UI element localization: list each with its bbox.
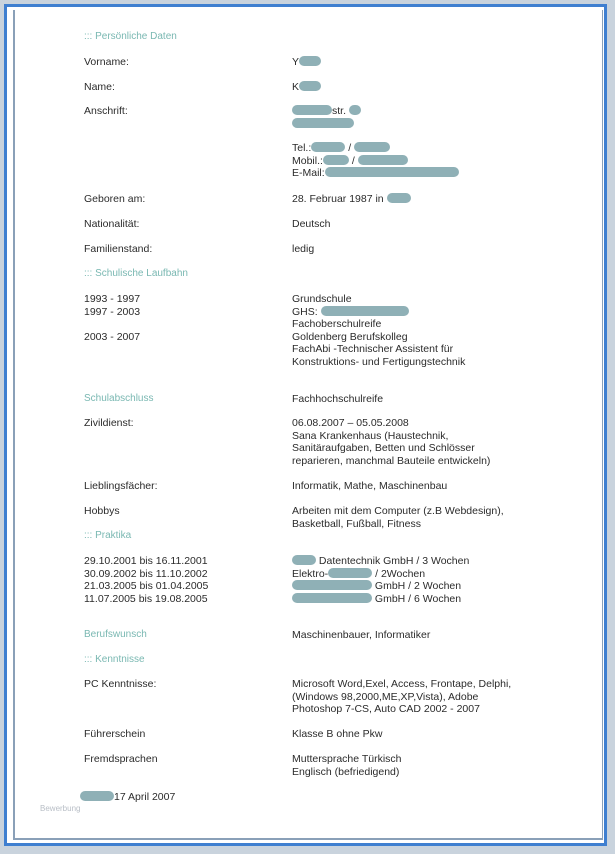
pc-line: (Windows 98,2000,ME,XP,Vista), Adobe	[292, 690, 479, 703]
section-abschluss: Schulabschluss	[84, 393, 154, 404]
sprachen-line: Muttersprache Türkisch	[292, 753, 402, 765]
zivildienst-dates: 06.08.2007 – 05.05.2008	[292, 417, 409, 429]
berufswunsch-value: Maschinenbauer, Informatiker	[292, 629, 431, 641]
redaction	[292, 118, 354, 128]
hobbys-label: Hobbys	[84, 505, 120, 517]
geboren-label: Geboren am:	[84, 193, 146, 205]
redaction	[328, 568, 372, 578]
redaction	[323, 155, 349, 165]
redaction	[321, 306, 409, 316]
hobbys-value	[292, 505, 504, 530]
nationalitaet-label: Nationalität:	[84, 218, 140, 230]
name-initial: K	[292, 81, 300, 93]
sprachen-value	[292, 753, 402, 778]
contact-block	[292, 142, 459, 180]
redaction	[349, 105, 361, 115]
zivildienst-value	[292, 417, 490, 467]
name-label: Name:	[84, 81, 115, 93]
tel-prefix: Tel.:	[292, 142, 312, 154]
familienstand-label: Familienstand:	[84, 243, 153, 255]
redaction	[292, 580, 372, 590]
redaction	[311, 142, 345, 152]
pc-line: Photoshop 7-CS, Auto CAD 2002 - 2007	[292, 703, 480, 715]
pc-label: PC Kenntnisse:	[84, 678, 157, 690]
nationalitaet-value: Deutsch	[292, 218, 331, 230]
school-years	[84, 293, 140, 343]
praktikum-date: 11.07.2005 bis 19.08.2005	[84, 592, 208, 605]
pc-value	[292, 678, 511, 716]
redaction	[292, 593, 372, 603]
section-kenntnisse: ::: Kenntnisse	[84, 654, 145, 665]
familienstand-value: ledig	[292, 243, 315, 255]
school-entry: Grundschule	[292, 293, 352, 305]
redaction	[354, 142, 390, 152]
praktikum-company: GmbH / 6 Wochen	[374, 592, 462, 605]
redaction	[292, 105, 332, 115]
vorname-initial: Y	[292, 56, 300, 68]
abschluss-value: Fachhochschulreife	[292, 393, 384, 405]
school-entry: Fachoberschulreife	[292, 318, 382, 330]
praktikum-company: Elektro-	[292, 567, 329, 580]
praktikum-date: 21.03.2005 bis 01.04.2005	[84, 580, 209, 592]
school-entry: Goldenberg Berufskolleg	[292, 330, 408, 343]
praktikum-company: GmbH / 2 Wochen	[374, 580, 462, 592]
name-value	[292, 81, 321, 94]
school-entry: FachAbi -Technischer Assistent für	[292, 343, 454, 355]
geboren-value	[292, 193, 411, 206]
school-entry: GHS:	[292, 305, 318, 318]
school-year: 2003 - 2007	[84, 330, 141, 343]
school-entry: Konstruktions- und Fertigungstechnik	[292, 355, 466, 368]
praktika-dates	[84, 555, 208, 605]
hobbys-line: Arbeiten mit dem Computer (z.B Webdesign),	[292, 505, 504, 517]
zivildienst-line: Sanitäraufgaben, Betten und Schlösser	[292, 442, 475, 454]
redaction	[292, 555, 316, 565]
anschrift-label: Anschrift:	[84, 105, 128, 117]
praktikum-date: 29.10.2001 bis 16.11.2001	[84, 555, 208, 567]
vorname-label: Vorname:	[84, 56, 129, 68]
sprachen-label: Fremdsprachen	[84, 753, 158, 765]
date-line	[80, 791, 175, 803]
zivildienst-line: Sana Krankenhaus (Haustechnik,	[292, 429, 449, 442]
section-school: ::: Schulische Laufbahn	[84, 268, 188, 279]
lieblingsfaecher-label: Lieblingsfächer:	[84, 480, 158, 492]
redaction	[325, 167, 459, 177]
sprachen-line: Englisch (befriedigend)	[292, 765, 400, 778]
street-suffix: str.	[332, 105, 347, 117]
hobbys-line: Basketball, Fußball, Fitness	[292, 517, 421, 530]
redaction	[299, 56, 321, 66]
praktikum-company: Datentechnik GmbH / 3 Wochen	[318, 555, 470, 567]
redaction	[299, 81, 321, 91]
mobil-slash: /	[351, 154, 355, 167]
pc-line: Microsoft Word,Exel, Access, Frontape, Delphi,	[292, 678, 512, 690]
redaction	[387, 193, 411, 203]
section-praktika: ::: Praktika	[84, 530, 132, 541]
email-prefix: E-Mail:	[292, 167, 325, 179]
school-entries	[292, 293, 465, 368]
zivildienst-label: Zivildienst:	[84, 417, 134, 429]
tel-slash: /	[348, 142, 352, 154]
lieblingsfaecher-value: Informatik, Mathe, Maschinenbau	[292, 480, 448, 492]
section-personal: ::: Persönliche Daten	[84, 31, 177, 42]
redaction	[358, 155, 408, 165]
signature-watermark: Bewerbung	[40, 804, 81, 813]
mobil-prefix: Mobil.:	[292, 154, 323, 167]
redaction	[80, 791, 114, 801]
section-berufswunsch: Berufswunsch	[84, 629, 147, 640]
school-year: 1993 - 1997	[84, 293, 141, 305]
vorname-value	[292, 56, 321, 69]
praktikum-duration: / 2Wochen	[375, 567, 426, 580]
birth-text: 28. Februar 1987 in	[292, 193, 384, 205]
school-year: 1997 - 2003	[84, 305, 141, 318]
praktika-companies	[292, 555, 469, 605]
anschrift-value	[292, 105, 361, 130]
fuehrerschein-label: Führerschein	[84, 728, 146, 740]
zivildienst-line: reparieren, manchmal Bauteile entwickeln)	[292, 454, 491, 467]
fuehrerschein-value: Klasse B ohne Pkw	[292, 728, 383, 740]
date-text: 17 April 2007	[114, 791, 176, 803]
praktikum-date: 30.09.2002 bis 11.10.2002	[84, 567, 208, 580]
